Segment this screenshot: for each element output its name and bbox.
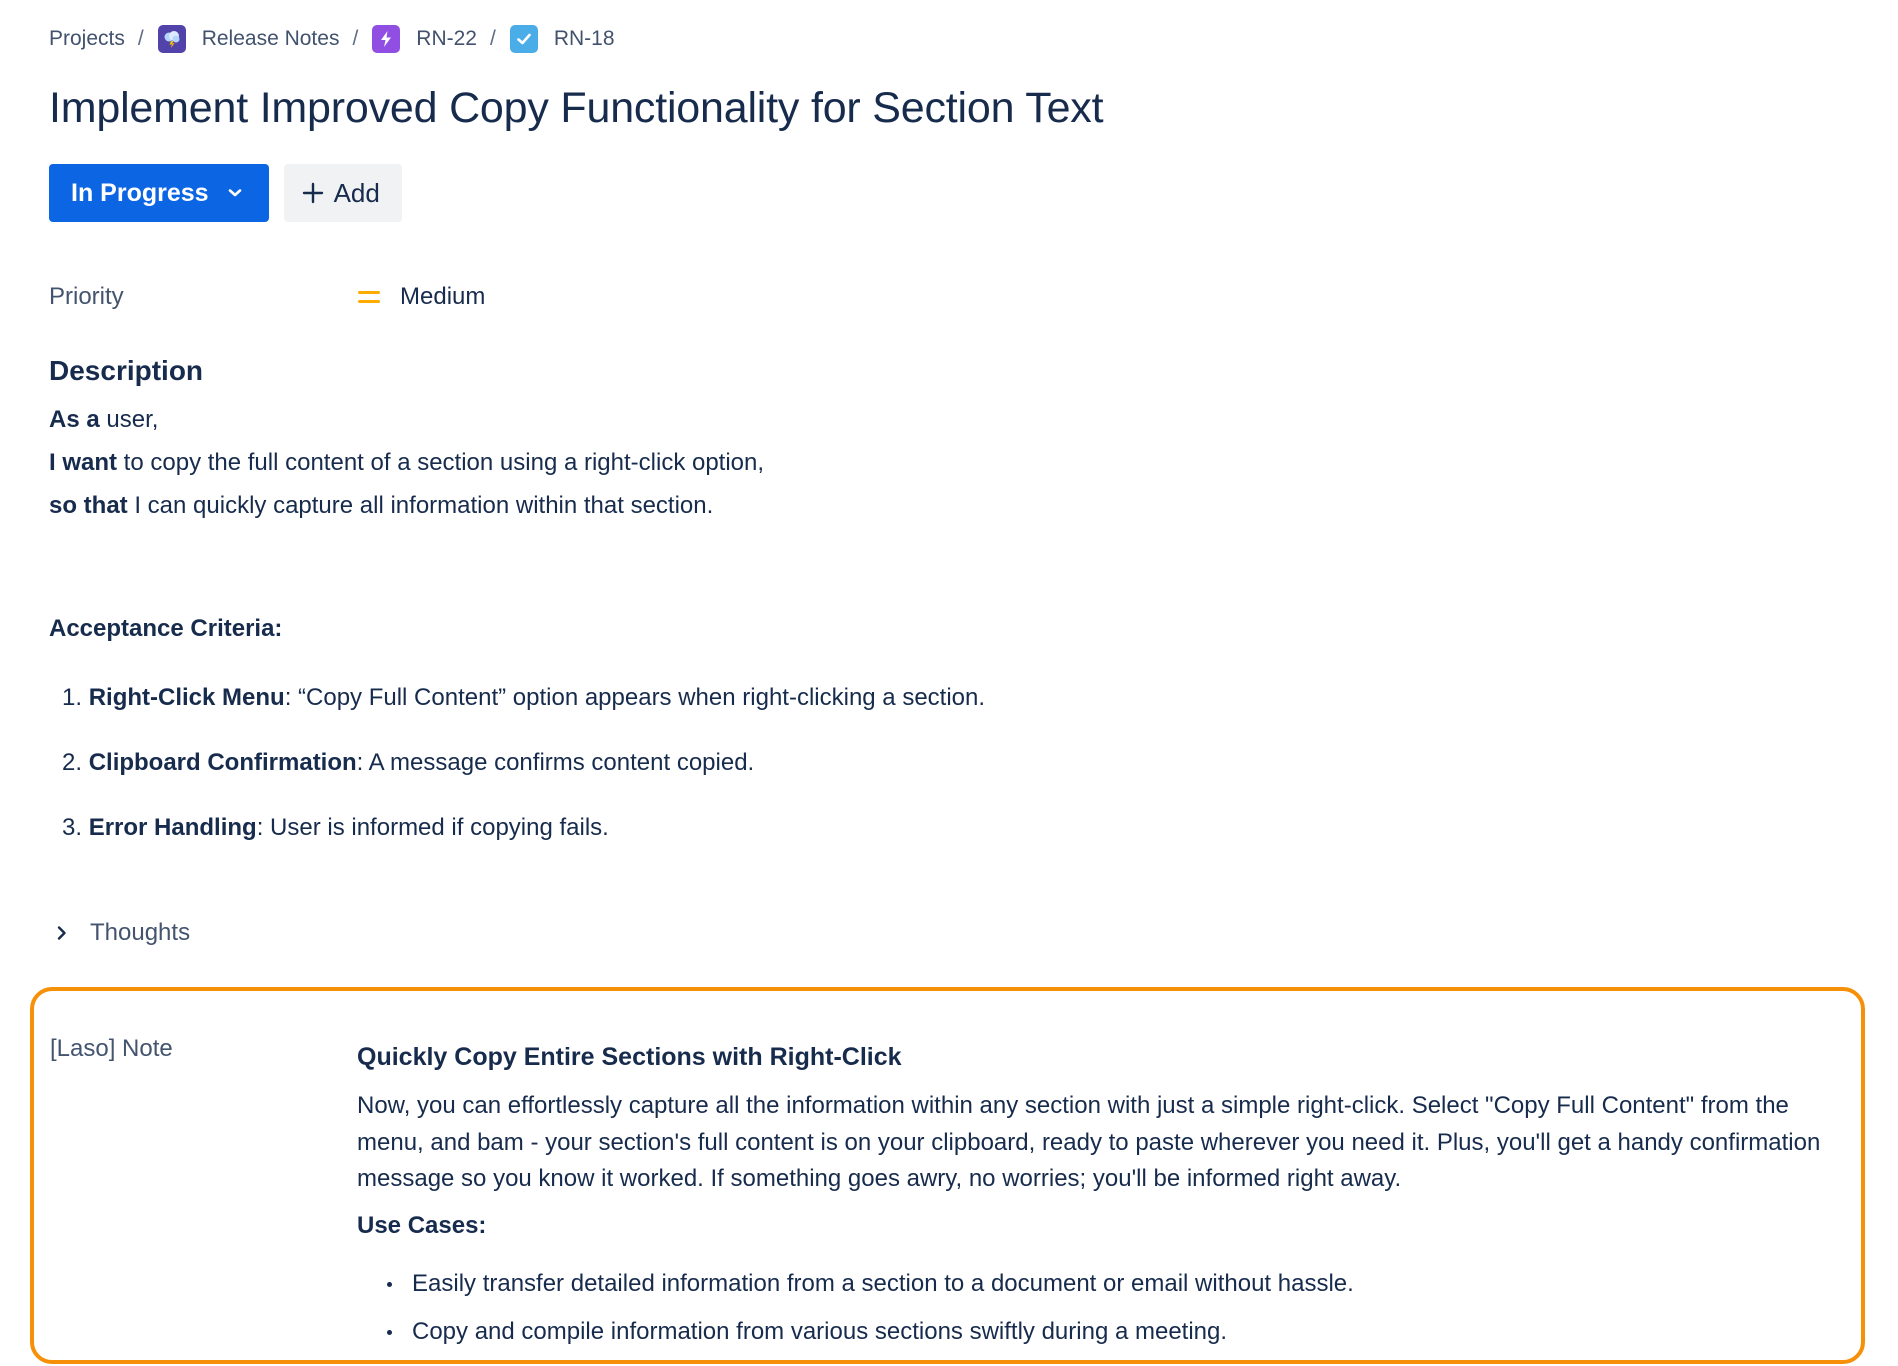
breadcrumb-separator: /: [352, 27, 359, 50]
status-label: In Progress: [71, 178, 209, 207]
story-keyword: I want: [49, 449, 118, 476]
story-keyword: so that: [49, 492, 128, 519]
use-cases-heading: Use Cases:: [357, 1211, 487, 1239]
project-avatar-icon[interactable]: [158, 25, 186, 53]
breadcrumb-release-notes[interactable]: Release Notes: [201, 27, 340, 50]
breadcrumb-issue-key[interactable]: RN-18: [553, 27, 615, 50]
breadcrumb-separator: /: [137, 27, 144, 50]
story-text: to copy the full content of a section using a right-click option,: [117, 449, 765, 476]
story-text: user,: [99, 406, 159, 433]
criteria-item: [62, 806, 985, 871]
epic-lightning-icon[interactable]: [372, 25, 400, 53]
note-field-content[interactable]: [357, 1040, 1852, 1362]
priority-medium-icon: [358, 289, 380, 305]
chevron-right-icon: [56, 925, 68, 941]
note-title: Quickly Copy Entire Sections with Right-Click: [357, 1043, 902, 1071]
criteria-text: : A message confirms content copied.: [356, 749, 755, 776]
plus-icon: [302, 182, 324, 204]
criteria-number: 2.: [62, 749, 83, 776]
thoughts-expander[interactable]: [56, 919, 190, 947]
task-checkbox-icon[interactable]: [510, 25, 538, 53]
priority-value[interactable]: [358, 283, 485, 311]
breadcrumb-epic-key[interactable]: RN-22: [416, 27, 477, 50]
description-heading: Description: [49, 355, 204, 386]
story-keyword: As a: [49, 406, 100, 433]
criteria-text: : User is informed if copying fails.: [256, 814, 609, 841]
acceptance-criteria-heading: Acceptance Criteria:: [49, 615, 283, 642]
priority-label: Priority: [49, 283, 124, 310]
priority-value-text: Medium: [400, 283, 486, 310]
note-field-label: [Laso] Note: [50, 1035, 173, 1062]
status-dropdown-button[interactable]: [49, 164, 269, 222]
criteria-title: Error Handling: [88, 814, 257, 841]
add-label: Add: [333, 177, 380, 208]
acceptance-criteria-list: [62, 676, 985, 871]
use-case-item: Copy and compile information from various sections swiftly during a meeting.: [387, 1314, 1852, 1362]
use-case-item: Easily transfer detailed information from a section to a document or email without hassle.: [387, 1266, 1852, 1314]
story-text: I can quickly capture all information within that section.: [127, 492, 714, 519]
description-story[interactable]: [49, 398, 764, 527]
criteria-number: 3.: [62, 814, 83, 841]
breadcrumb: [49, 22, 615, 56]
add-button[interactable]: [284, 164, 402, 222]
story-line: [49, 484, 764, 527]
story-line: [49, 441, 764, 484]
criteria-item: [62, 676, 985, 741]
issue-actions: [49, 164, 402, 222]
criteria-text: : “Copy Full Content” option appears when right-clicking a section.: [284, 684, 986, 711]
breadcrumb-projects[interactable]: Projects: [49, 27, 125, 50]
criteria-item: [62, 741, 985, 806]
chevron-down-icon: [227, 188, 243, 198]
use-cases-list: [357, 1266, 1852, 1362]
issue-title[interactable]: Implement Improved Copy Functionality for Section Text: [49, 84, 1104, 132]
note-body: Now, you can effortlessly capture all the information within any section with just a simple right-click. Select "Copy Full Content" from the menu, and bam - your section's full content is on your clipboard, ready to paste wherever you need it. Plus, you'll get a handy confirmation message so you know it worked. If something goes awry, no worries; you'll be informed right away.: [357, 1092, 1821, 1192]
story-line: [49, 398, 764, 441]
criteria-title: Clipboard Confirmation: [88, 749, 357, 776]
thoughts-label: Thoughts: [90, 919, 191, 946]
criteria-title: Right-Click Menu: [88, 684, 285, 711]
criteria-number: 1.: [62, 684, 83, 711]
breadcrumb-separator: /: [489, 27, 496, 50]
priority-field: [49, 280, 849, 314]
